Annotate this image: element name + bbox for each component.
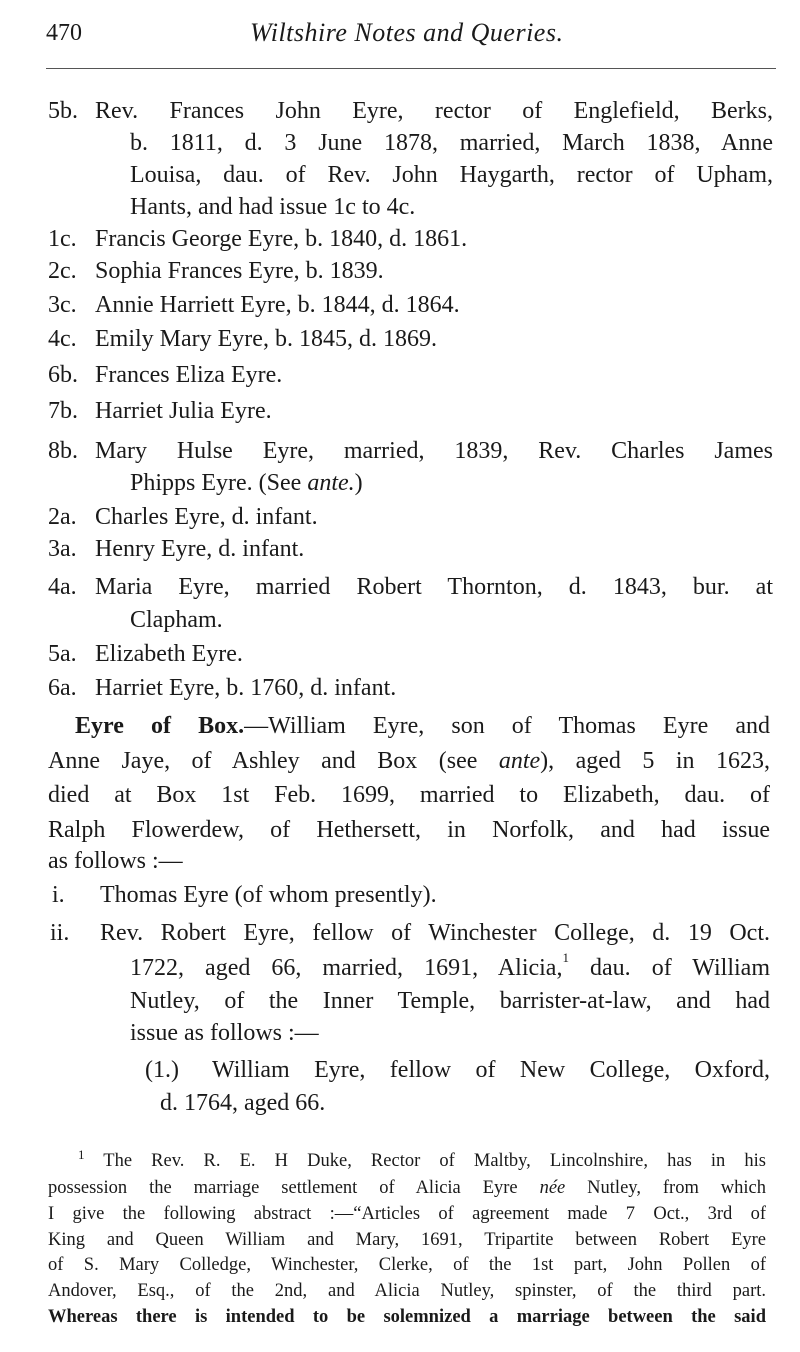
page-number: 470: [46, 20, 82, 46]
paragraph-line: [75, 710, 770, 742]
text: ), aged 5 in 1623,: [540, 748, 770, 774]
entry-line: Hants, and had issue 1c to 4c.: [130, 194, 416, 220]
footnote-line: [48, 1176, 766, 1202]
entry-label: 4a.: [48, 574, 77, 600]
entry-line: Thomas Eyre (of whom presently).: [100, 882, 437, 908]
footnote-marker: 1: [78, 1149, 85, 1162]
paragraph-line: died at Box 1st Feb. 1699, married to Elizabeth, dau. of: [48, 782, 770, 808]
entry-label: 6b.: [48, 362, 78, 388]
section-heading: Eyre of Box.: [75, 713, 245, 739]
entry-label: 5b.: [48, 98, 78, 124]
text: —William Eyre, son of Thomas Eyre and: [244, 713, 770, 739]
entry-line: Annie Harriett Eyre, b. 1844, d. 1864.: [95, 292, 460, 318]
entry-line: Louisa, dau. of Rev. John Haygarth, rector of Upham,: [130, 162, 773, 188]
entry-label: 3c.: [48, 292, 77, 318]
entry-line: Clapham.: [130, 607, 223, 633]
entry-line: d. 1764, aged 66.: [160, 1090, 326, 1116]
entry-label: 5a.: [48, 641, 77, 667]
entry-line: Elizabeth Eyre.: [95, 641, 243, 667]
italic-text: ante: [498, 748, 541, 774]
text: dau. of William: [568, 955, 770, 981]
entry-label: 1c.: [48, 226, 77, 252]
paragraph-line: Ralph Flowerdew, of Hethersett, in Norfolk, and had issue: [48, 817, 770, 843]
header-rule: [46, 68, 776, 69]
entry-line: Rev. Robert Eyre, fellow of Winchester College, d. 19 Oct.: [100, 920, 770, 946]
italic-text: née: [539, 1178, 566, 1198]
entry-line: [130, 467, 363, 499]
entry-label: 7b.: [48, 398, 78, 424]
paragraph-line: as follows :—: [48, 848, 183, 874]
paragraph-line: [48, 745, 770, 777]
entry-line: Nutley, of the Inner Temple, barrister-at-law, and had: [130, 988, 770, 1014]
footnote-line: Andover, Esq., of the 2nd, and Alicia Nutley, spinster, of the third part.: [48, 1281, 766, 1301]
text: Phipps Eyre. (See: [130, 470, 308, 496]
footnote-line: Whereas there is intended to be solemnized a marriage between the said: [48, 1307, 766, 1327]
entry-line: Frances Eliza Eyre.: [95, 362, 283, 388]
entry-line: Rev. Frances John Eyre, rector of Englefield, Berks,: [95, 98, 773, 124]
entry-label: 6a.: [48, 675, 77, 701]
entry-line: b. 1811, d. 3 June 1878, married, March 1838, Anne: [130, 130, 773, 156]
entry-line: Mary Hulse Eyre, married, 1839, Rev. Charles James: [95, 438, 773, 464]
entry-line: issue as follows :—: [130, 1020, 319, 1046]
footnote-line: [78, 1149, 766, 1175]
entry-label: 4c.: [48, 326, 77, 352]
entry-label: i.: [52, 882, 65, 908]
entry-line: Harriet Eyre, b. 1760, d. infant.: [95, 675, 397, 701]
text: Nutley, from which: [565, 1178, 766, 1198]
text: ): [354, 470, 363, 496]
entry-line: Maria Eyre, married Robert Thornton, d. 1843, bur. at: [95, 574, 773, 600]
entry-label: ii.: [50, 920, 70, 946]
text: 1722, aged 66, married, 1691, Alicia,: [130, 955, 563, 981]
entry-line: Charles Eyre, d. infant.: [95, 504, 318, 530]
entry-line: [130, 952, 770, 984]
italic-text: ante.: [307, 470, 355, 496]
entry-label: 2c.: [48, 258, 77, 284]
text: The Rev. R. E. H Duke, Rector of Maltby, Lincolnshire, has in his: [103, 1151, 766, 1171]
entry-line: Harriet Julia Eyre.: [95, 398, 272, 424]
entry-label: (1.): [145, 1057, 179, 1083]
text: Anne Jaye, of Ashley and Box (see: [48, 748, 499, 774]
footnote-marker: 1: [562, 952, 569, 965]
text: possession the marriage settlement of Alicia Eyre: [48, 1178, 540, 1198]
entry-line: Sophia Frances Eyre, b. 1839.: [95, 258, 384, 284]
entry-line: William Eyre, fellow of New College, Oxford,: [212, 1057, 770, 1083]
entry-line: Henry Eyre, d. infant.: [95, 536, 305, 562]
entry-line: Emily Mary Eyre, b. 1845, d. 1869.: [95, 326, 437, 352]
entry-line: Francis George Eyre, b. 1840, d. 1861.: [95, 226, 468, 252]
footnote-line: I give the following abstract :—“Articles of agreement made 7 Oct., 3rd of: [48, 1204, 766, 1224]
footnote-line: of S. Mary Colledge, Winchester, Clerke, of the 1st part, John Pollen of: [48, 1255, 766, 1275]
running-title: Wiltshire Notes and Queries.: [250, 18, 564, 47]
entry-label: 8b.: [48, 438, 78, 464]
entry-label: 2a.: [48, 504, 77, 530]
footnote-line: King and Queen William and Mary, 1691, Tripartite between Robert Eyre: [48, 1230, 766, 1250]
entry-label: 3a.: [48, 536, 77, 562]
